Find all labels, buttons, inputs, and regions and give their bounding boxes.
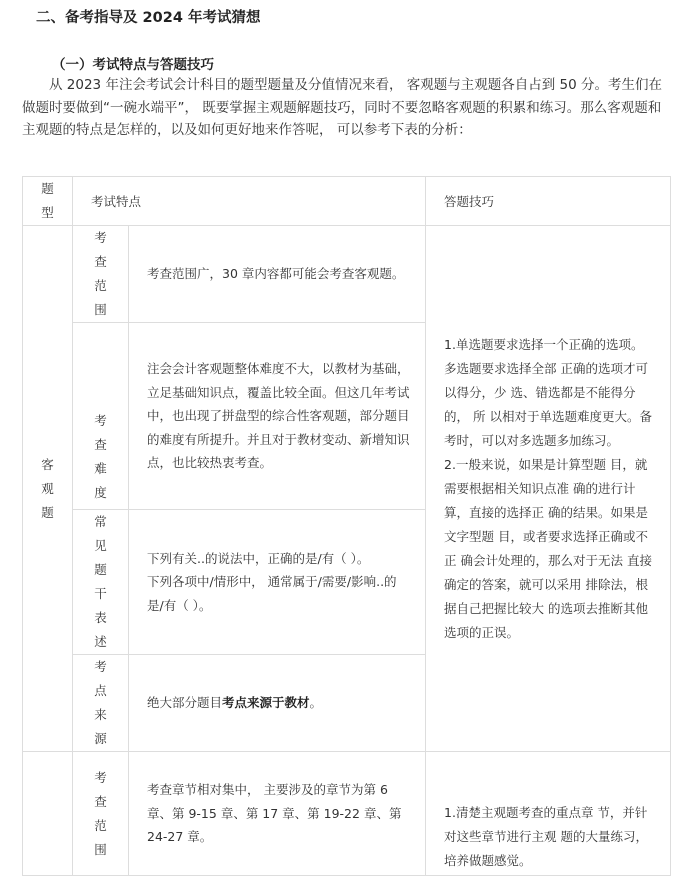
feature-source-text: 绝大部分题目考点来源于教材。 <box>129 655 426 752</box>
subsection-title: （一）考试特点与答题技巧 <box>52 57 214 73</box>
feature-scope-text: 考查范围广，30 章内容都可能会考查客观题。 <box>129 226 426 323</box>
table-row <box>23 226 671 323</box>
aspect-scope: 考 查 范 围 <box>73 226 129 323</box>
tips-subjective <box>426 752 671 876</box>
table-header-row <box>23 177 671 226</box>
stem-line-1: 下列有关..的说法中，正确的是/有（ ）。 <box>147 550 370 566</box>
tip-objective-1: 1.单选题要求选择一个正确的选项。多选题要求选择全部 正确的选项才可以得分，少 选、错选都是不能得分的， 所 以相对于单选题难度更大。备 考时，可以对多选题多加练习。 <box>444 336 652 448</box>
tip-objective-2: 2.一般来说，如果是计算型题 目，就需要根据相关知识点准 确的进行计算，直接的选择正 确的结果。如果是文字型题 目，或者要求选择正确或不正 确会计处理的，那么对于无法 直接确定的答案，就可以采用 排除法，根据自己把握比较大 的选项去推断其他选项的正误。 <box>444 456 652 640</box>
section-title: 二、备考指导及 2024 年考试猜想 <box>36 10 261 26</box>
feature-scope-subjective-text: 考查章节相对集中， 主要涉及的章节为第 6 章、第 9-15 章、第 17 章、第 19-22 章、第 24-27 章。 <box>129 752 426 876</box>
feature-common-stems <box>129 510 426 655</box>
header-type: 题 型 <box>23 177 73 226</box>
aspect-source: 考 点 来 源 <box>73 655 129 752</box>
intro-paragraph: 从 2023 年注会考试会计科目的题型题量及分值情况来看， 客观题与主观题各自占到 50 分。考生们在 做题时要做到“一碗水端平”， 既要掌握主观题解题技巧，同时不要忽略客观题的积累和练习。那么客观题和主观题的特点是怎样的，以及如何更好地来作答呢， 可以参考下表的分析： <box>22 77 662 138</box>
tip-subjective-1: 1.清楚主观题考查的重点章 节，并针对这些章节进行主观 题的大量练习，培养做题感觉。 <box>444 805 648 868</box>
aspect-difficulty: 考 查 难 度 <box>73 323 129 510</box>
feature-difficulty-text: 注会会计客观题整体难度不大，以教材为基础， 立足基础知识点，覆盖比较全面。但这几年考试 中，也出现了拼盘型的综合性客观题，部分题目 的难度有所提升。并且对于教材变动、新增知识点，也比较热衷考查。 <box>129 323 426 510</box>
table-row <box>23 752 671 876</box>
header-tips: 答题技巧 <box>426 177 671 226</box>
type-objective: 客 观 题 <box>23 226 73 752</box>
aspect-common-stems: 常 见 题 干 表 述 <box>73 510 129 655</box>
stem-line-2: 下列各项中/情形中， 通常属于/需要/影响..的是/有（ ）。 <box>147 574 397 613</box>
type-subjective <box>23 752 73 876</box>
source-emphasis: 考点来源于教材 <box>222 695 310 711</box>
aspect-scope-subjective: 考 查 范 围 <box>73 752 129 876</box>
tips-objective <box>426 226 671 752</box>
exam-analysis-table <box>22 176 671 876</box>
header-features: 考试特点 <box>73 177 426 226</box>
